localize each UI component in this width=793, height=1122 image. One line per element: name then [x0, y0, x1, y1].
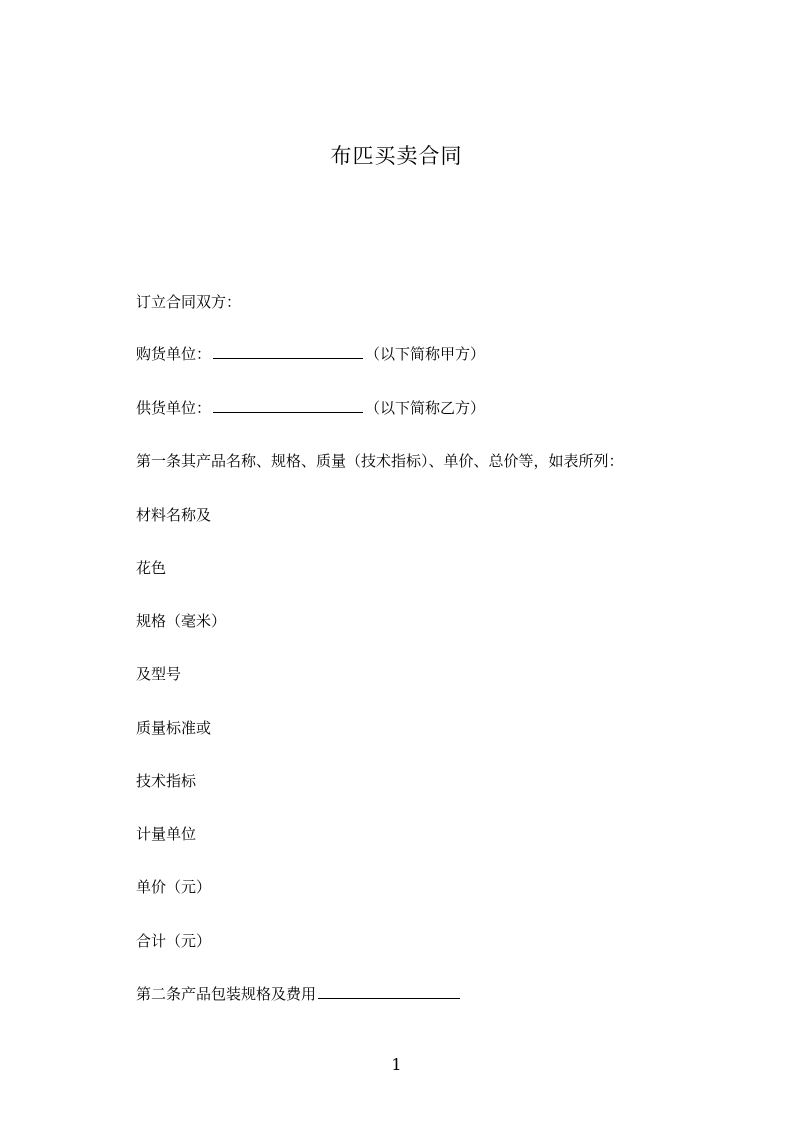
- article-2-text: 第二条产品包装规格及费用: [136, 985, 317, 1003]
- table-item: 单价（元）: [136, 878, 212, 896]
- buyer-line: [136, 344, 485, 364]
- article-2-blank-field: [318, 984, 460, 999]
- seller-suffix: （以下简称乙方）: [365, 399, 486, 417]
- table-item: 花色: [136, 559, 167, 577]
- table-item: 合计（元）: [136, 932, 212, 950]
- table-item: 及型号: [136, 665, 182, 683]
- buyer-blank-field: [213, 344, 363, 359]
- seller-line: [136, 398, 485, 418]
- buyer-label: 购货单位：: [136, 345, 212, 363]
- table-item: 技术指标: [136, 772, 197, 790]
- seller-label: 供货单位：: [136, 399, 212, 417]
- article-2: [136, 984, 462, 1004]
- table-item: 规格（毫米）: [136, 612, 227, 630]
- article-1: 第一条其产品名称、规格、质量（技术指标）、单价、总价等，如表所列：: [136, 452, 624, 470]
- page-number: 1: [391, 1055, 402, 1074]
- document-title: 布匹买卖合同: [330, 144, 463, 168]
- seller-blank-field: [213, 398, 363, 413]
- table-item: 质量标准或: [136, 719, 212, 737]
- table-item: 计量单位: [136, 825, 197, 843]
- table-item: 材料名称及: [136, 506, 212, 524]
- parties-heading: 订立合同双方：: [136, 293, 242, 311]
- buyer-suffix: （以下简称甲方）: [365, 345, 486, 363]
